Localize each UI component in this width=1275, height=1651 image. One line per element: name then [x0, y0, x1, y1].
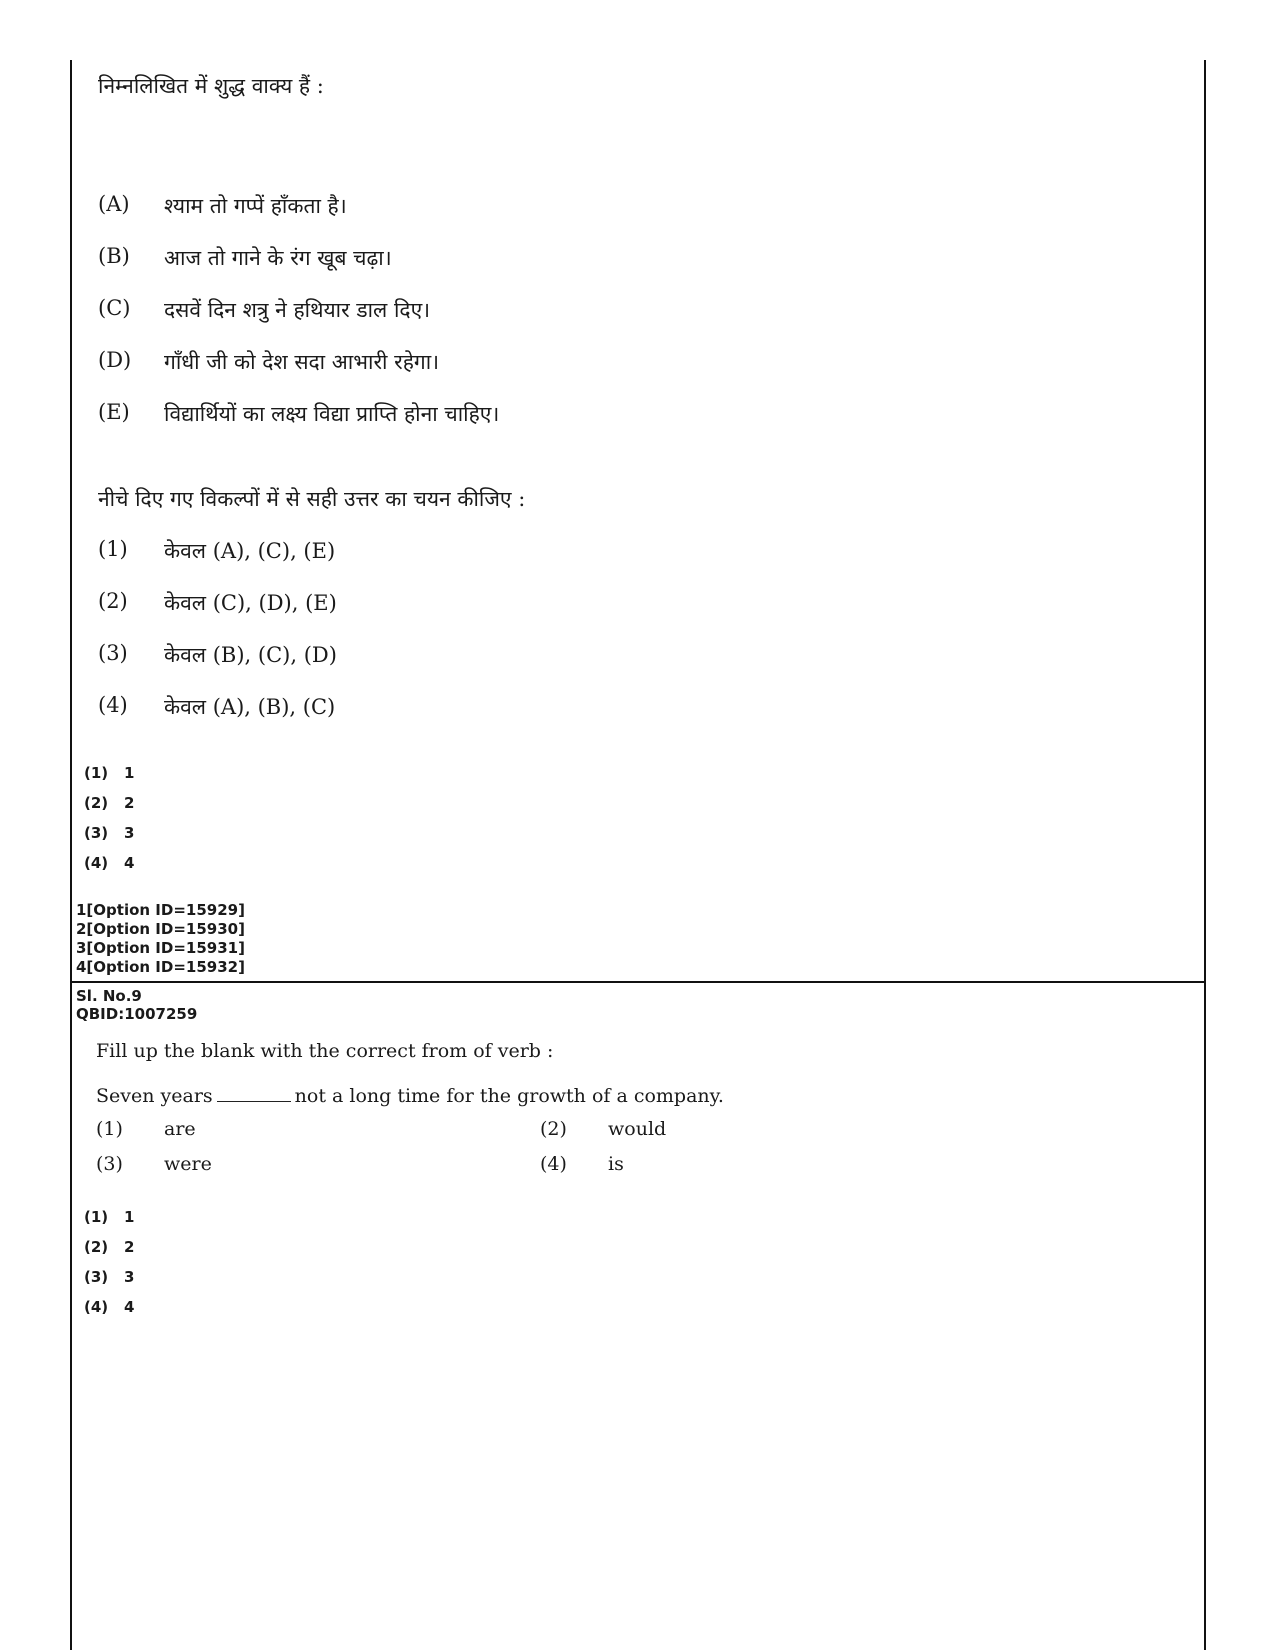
- statement-text: विद्यार्थियों का लक्ष्य विद्या प्राप्ति होना चाहिए।: [164, 402, 500, 426]
- q8-option-ids: [76, 901, 245, 977]
- choice-text: केवल (A), (C), (E): [164, 539, 336, 563]
- q8-choice-1: [98, 537, 335, 565]
- statement-text: आज तो गाने के रंग खूब चढ़ा।: [164, 246, 392, 270]
- option-text: are: [164, 1118, 196, 1140]
- sentence-before: Seven years: [96, 1085, 213, 1107]
- answer-option-2[interactable]: [84, 1232, 134, 1262]
- statement-label: (E): [98, 400, 130, 424]
- q8-statement-e: [98, 400, 499, 428]
- option-id-line: 2[Option ID=15930]: [76, 920, 245, 938]
- choice-text: केवल (A), (B), (C): [164, 695, 336, 719]
- answer-val: 4: [124, 854, 135, 872]
- option-id-line: 3[Option ID=15931]: [76, 939, 245, 957]
- choice-label: (2): [98, 589, 128, 613]
- q8-choice-4: [98, 693, 335, 721]
- answer-val: 4: [124, 1298, 135, 1316]
- q9-option-1: [96, 1118, 196, 1140]
- q9-meta: [76, 987, 197, 1023]
- option-text: would: [608, 1118, 667, 1140]
- serial-number: Sl. No.9: [76, 987, 142, 1005]
- q8-choice-3: [98, 641, 337, 669]
- choice-label: (1): [98, 537, 128, 561]
- answer-num: (2): [84, 794, 109, 812]
- q8-statement-d: [98, 348, 439, 376]
- q9-sentence: [96, 1085, 724, 1107]
- answer-num: (4): [84, 1298, 109, 1316]
- answer-val: 3: [124, 1268, 135, 1286]
- q8-answer-list: [84, 758, 134, 878]
- statement-text: गाँधी जी को देश सदा आभारी रहेगा।: [164, 350, 440, 374]
- option-text: were: [164, 1153, 212, 1175]
- q9-answer-list: [84, 1202, 134, 1322]
- choice-label: (3): [98, 641, 128, 665]
- choice-text: केवल (C), (D), (E): [164, 591, 337, 615]
- q9-option-4: [540, 1153, 624, 1175]
- q9-intro: Fill up the blank with the correct from of verb :: [96, 1040, 554, 1062]
- qbid: QBID:1007259: [76, 1005, 198, 1023]
- statement-label: (D): [98, 348, 132, 372]
- page-frame: [70, 60, 1206, 1650]
- option-label: (4): [540, 1153, 567, 1175]
- statement-text: श्याम तो गप्पें हाँकता है।: [164, 194, 347, 218]
- choice-label: (4): [98, 693, 128, 717]
- choice-text: केवल (B), (C), (D): [164, 643, 337, 667]
- q8-prompt: नीचे दिए गए विकल्पों में से सही उत्तर का चयन कीजिए :: [98, 487, 526, 511]
- answer-num: (3): [84, 824, 109, 842]
- option-id-line: 4[Option ID=15932]: [76, 958, 245, 976]
- answer-option-4[interactable]: [84, 848, 134, 878]
- answer-option-3[interactable]: [84, 1262, 134, 1292]
- answer-num: (1): [84, 1208, 109, 1226]
- answer-num: (2): [84, 1238, 109, 1256]
- answer-num: (1): [84, 764, 109, 782]
- answer-num: (3): [84, 1268, 109, 1286]
- sentence-after: not a long time for the growth of a company.: [294, 1085, 724, 1107]
- answer-option-1[interactable]: [84, 1202, 134, 1232]
- q9-option-2: [540, 1118, 666, 1140]
- answer-val: 1: [124, 764, 135, 782]
- option-id-line: 1[Option ID=15929]: [76, 901, 245, 919]
- answer-val: 3: [124, 824, 135, 842]
- answer-option-4[interactable]: [84, 1292, 134, 1322]
- answer-num: (4): [84, 854, 109, 872]
- fill-blank: [217, 1085, 291, 1102]
- answer-val: 2: [124, 794, 135, 812]
- answer-option-3[interactable]: [84, 818, 134, 848]
- q9-option-3: [96, 1153, 212, 1175]
- statement-label: (B): [98, 244, 130, 268]
- answer-option-1[interactable]: [84, 758, 134, 788]
- statement-label: (A): [98, 192, 130, 216]
- q8-choice-2: [98, 589, 337, 617]
- q8-statement-b: [98, 244, 392, 272]
- q8-statement-c: [98, 296, 430, 324]
- answer-val: 1: [124, 1208, 135, 1226]
- q8-statement-a: [98, 192, 347, 220]
- question-divider: [72, 981, 1204, 983]
- statement-label: (C): [98, 296, 131, 320]
- option-label: (1): [96, 1118, 123, 1140]
- q8-intro: निम्नलिखित में शुद्ध वाक्य हैं :: [98, 74, 324, 98]
- option-label: (3): [96, 1153, 123, 1175]
- answer-val: 2: [124, 1238, 135, 1256]
- option-text: is: [608, 1153, 624, 1175]
- statement-text: दसवें दिन शत्रु ने हथियार डाल दिए।: [164, 298, 431, 322]
- answer-option-2[interactable]: [84, 788, 134, 818]
- option-label: (2): [540, 1118, 567, 1140]
